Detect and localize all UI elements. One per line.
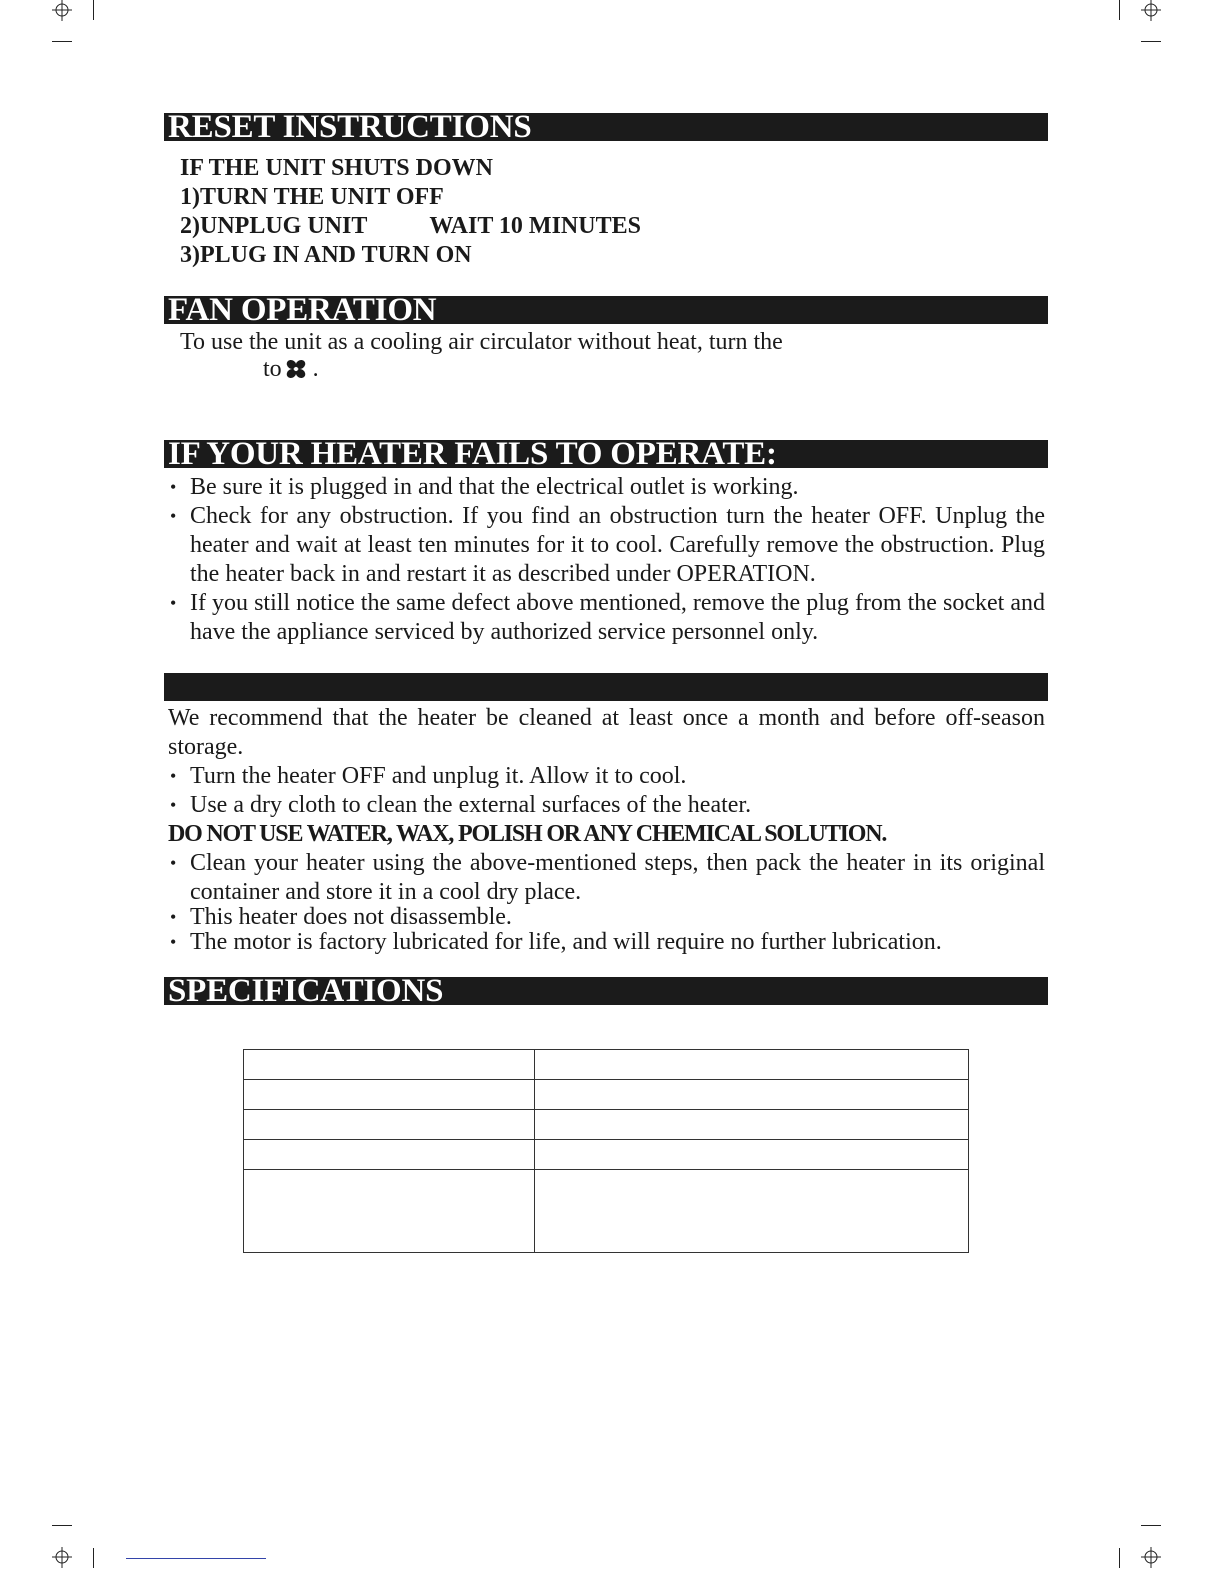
list-item	[164, 589, 1045, 647]
table-cell	[244, 1140, 535, 1170]
list-item-text: Clean your heater using the above-mentioned steps, then pack the heater in its original container and store it in a cool dry place.	[190, 850, 1045, 905]
table-row	[244, 1170, 969, 1253]
registration-mark-top-right	[1140, 0, 1162, 22]
registration-mark-bottom-left	[51, 1546, 73, 1568]
fan-operation-text: To use the unit as a cooling air circulator without heat, turn the	[180, 329, 783, 355]
reset-line: 1)TURN THE UNIT OFF	[180, 184, 444, 210]
table-cell	[535, 1050, 969, 1080]
reset-line	[180, 212, 641, 240]
bullet-dot: •	[170, 907, 177, 927]
crop-tick	[1119, 1548, 1120, 1568]
fan-operation-text	[263, 355, 319, 387]
cleaning-list	[164, 849, 1045, 907]
cleaning-warning: DO NOT USE WATER, WAX, POLISH OR ANY CHEMICAL SOLUTION.	[168, 821, 887, 847]
troubleshooting-list	[164, 473, 1045, 647]
list-item	[164, 849, 1045, 907]
list-item-text: Check for any obstruction. If you find an obstruction turn the heater OFF. Unplug the heater and wait at least ten minutes for it to cool. Carefully remove the obstruction. Plug the heater back in and restart it as described under OPERATION.	[190, 503, 1045, 587]
cleaning-list	[164, 905, 1045, 955]
bullet-dot: •	[170, 477, 177, 497]
registration-mark-top-left	[51, 0, 73, 22]
footer-rule	[126, 1558, 266, 1559]
list-item-text: Be sure it is plugged in and that the electrical outlet is working.	[190, 474, 799, 500]
bullet-dot: •	[170, 593, 177, 613]
bullet-dot: •	[170, 766, 177, 786]
section-header-troubleshooting	[164, 440, 1048, 468]
crop-tick	[1141, 1525, 1161, 1526]
reset-step-wait: WAIT 10 MINUTES	[429, 213, 641, 239]
crop-tick	[1141, 41, 1161, 42]
registration-mark-bottom-right	[1140, 1546, 1162, 1568]
list-item-text: Use a dry cloth to clean the external surfaces of the heater.	[190, 792, 752, 818]
crop-tick	[52, 1525, 72, 1526]
bullet-dot: •	[170, 506, 177, 526]
crop-tick	[52, 41, 72, 42]
specifications-table	[243, 1049, 969, 1253]
crop-tick	[93, 1548, 94, 1568]
cleaning-intro: We recommend that the heater be cleaned at least once a month and before off-season storage.	[168, 705, 1045, 760]
section-header-specifications	[164, 977, 1048, 1005]
section-header-reset	[164, 113, 1048, 141]
section-title: FAN OPERATION	[168, 296, 437, 324]
reset-step-unplug: 2)UNPLUG UNIT	[180, 213, 368, 239]
bullet-dot: •	[170, 853, 177, 873]
table-cell	[535, 1080, 969, 1110]
crop-tick	[93, 0, 94, 20]
list-item	[164, 791, 1045, 820]
cleaning-list	[164, 762, 1045, 820]
list-item-text: Turn the heater OFF and unplug it. Allow it to cool.	[190, 763, 687, 789]
table-cell	[244, 1050, 535, 1080]
list-item-text: If you still notice the same defect above mentioned, remove the plug from the socket and have the appliance serviced by authorized service personnel only.	[190, 590, 1045, 645]
table-cell	[535, 1170, 969, 1253]
list-item-text: The motor is factory lubricated for life, and will require no further lubrication.	[190, 929, 942, 955]
table-cell	[535, 1110, 969, 1140]
section-title: RESET INSTRUCTIONS	[168, 113, 532, 141]
reset-line: 3)PLUG IN AND TURN ON	[180, 242, 472, 268]
table-cell	[244, 1080, 535, 1110]
list-item	[164, 905, 1045, 930]
crop-tick	[1119, 0, 1120, 20]
section-header-cleaning	[164, 673, 1048, 701]
table-row	[244, 1140, 969, 1170]
list-item	[164, 473, 1045, 502]
table-row	[244, 1050, 969, 1080]
section-header-fan	[164, 296, 1048, 324]
list-item	[164, 762, 1045, 791]
table-cell	[244, 1110, 535, 1140]
list-item	[164, 930, 1045, 955]
table-row	[244, 1080, 969, 1110]
list-item-text: This heater does not disassemble.	[190, 904, 512, 930]
section-title: IF YOUR HEATER FAILS TO OPERATE:	[168, 440, 777, 468]
fan-icon	[285, 358, 307, 387]
table-cell	[535, 1140, 969, 1170]
table-row	[244, 1110, 969, 1140]
list-item	[164, 502, 1045, 589]
section-title: SPECIFICATIONS	[168, 977, 444, 1005]
bullet-dot: •	[170, 795, 177, 815]
fan-to-label: to	[263, 356, 282, 382]
bullet-dot: •	[170, 932, 177, 952]
table-cell	[244, 1170, 535, 1253]
reset-line: IF THE UNIT SHUTS DOWN	[180, 155, 493, 181]
fan-period: .	[312, 356, 319, 382]
